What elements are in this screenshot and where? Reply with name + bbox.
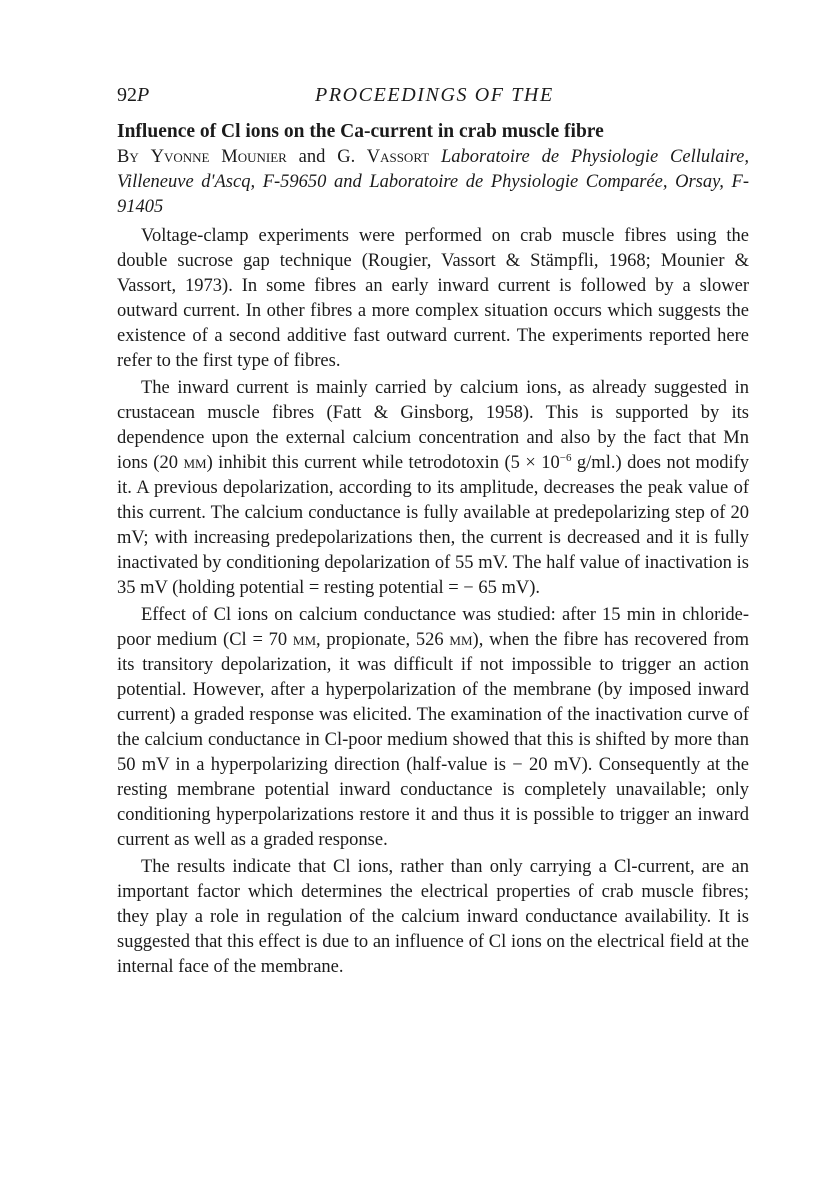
- author-2: G. Vassort: [337, 147, 430, 167]
- byline: [117, 145, 749, 220]
- paper-page: [117, 84, 749, 982]
- paragraph-1: Voltage-clamp experiments were performed on crab muscle fibres using the double sucrose gap technique (Rougier, Vassort & Stämpfli, 1968; Mounier & Vassort, 1973). In some fibres an early inward current is followed by a slower outward current. In other fibres a more complex situation occurs which suggests the existence of a second additive fast outward current. The experiments reported here refer to the first type of fibres.: [117, 226, 749, 371]
- paragraph-3: Effect of Cl ions on calcium conductance was studied: after 15 min in chloride-poor medium (Cl = 70 mm, propionate, 526 mm), when the fibre has recovered from its transitory depolarization, it was difficult if not impossible to trigger an action potential. However, after a hyperpolarization of the membrane (by imposed inward current) a graded response was elicited. The examination of the inactivation curve of the calcium conductance in Cl-poor medium showed that this is shifted by more than 50 mV in a hyperpolarizing direction (half-value is − 20 mV). Consequently at the resting membrane potential inward conductance is completely unavailable; only conditioning hyperpolarizations restore it and thus it is possible to trigger an inward current as well as a graded response.: [117, 605, 749, 850]
- and-label: and: [298, 147, 326, 167]
- paragraph-2: The inward current is mainly carried by calcium ions, as already suggested in crustacean muscle fibres (Fatt & Ginsborg, 1958). This is supported by its dependence upon the external calcium concentration and also by the fact that Mn ions (20 mm) inhibit this current while tetrodotoxin ($5 \times 10^{-6}$ g/ml.) does not modify it. A previous depolarization, according to its amplitude, decreases the peak value of this current. The calcium conductance is fully available at predepolarizing step of 20 mV; with increasing predepolarizations then, the current is decreased and it is fully inactivated by conditioning depolarization of 55 mV. The half value of inactivation is 35 mV (holding potential = resting potential = − 65 mV).: [117, 378, 750, 598]
- running-header: [117, 84, 749, 118]
- author-1: Yvonne Mounier: [150, 147, 287, 167]
- affiliation: Laboratoire de Physiologie Cellulaire, Villeneuve d'Ascq, F-59650 and Laboratoire de Physiologie Comparée, Orsay, F-91405: [117, 147, 750, 217]
- journal-title: PROCEEDINGS OF THE: [315, 84, 554, 106]
- page-number: 92P: [117, 84, 150, 106]
- by-label: By: [117, 147, 139, 167]
- paragraph-4: The results indicate that Cl ions, rather than only carrying a Cl-current, are an important factor which determines the electrical properties of crab muscle fibres; they play a role in regulation of the calcium inward conductance availability. It is suggested that this effect is due to an influence of Cl ions on the electrical field at the internal face of the membrane.: [117, 857, 749, 977]
- article-title: Influence of Cl ions on the Ca-current in crab muscle fibre: [117, 121, 604, 142]
